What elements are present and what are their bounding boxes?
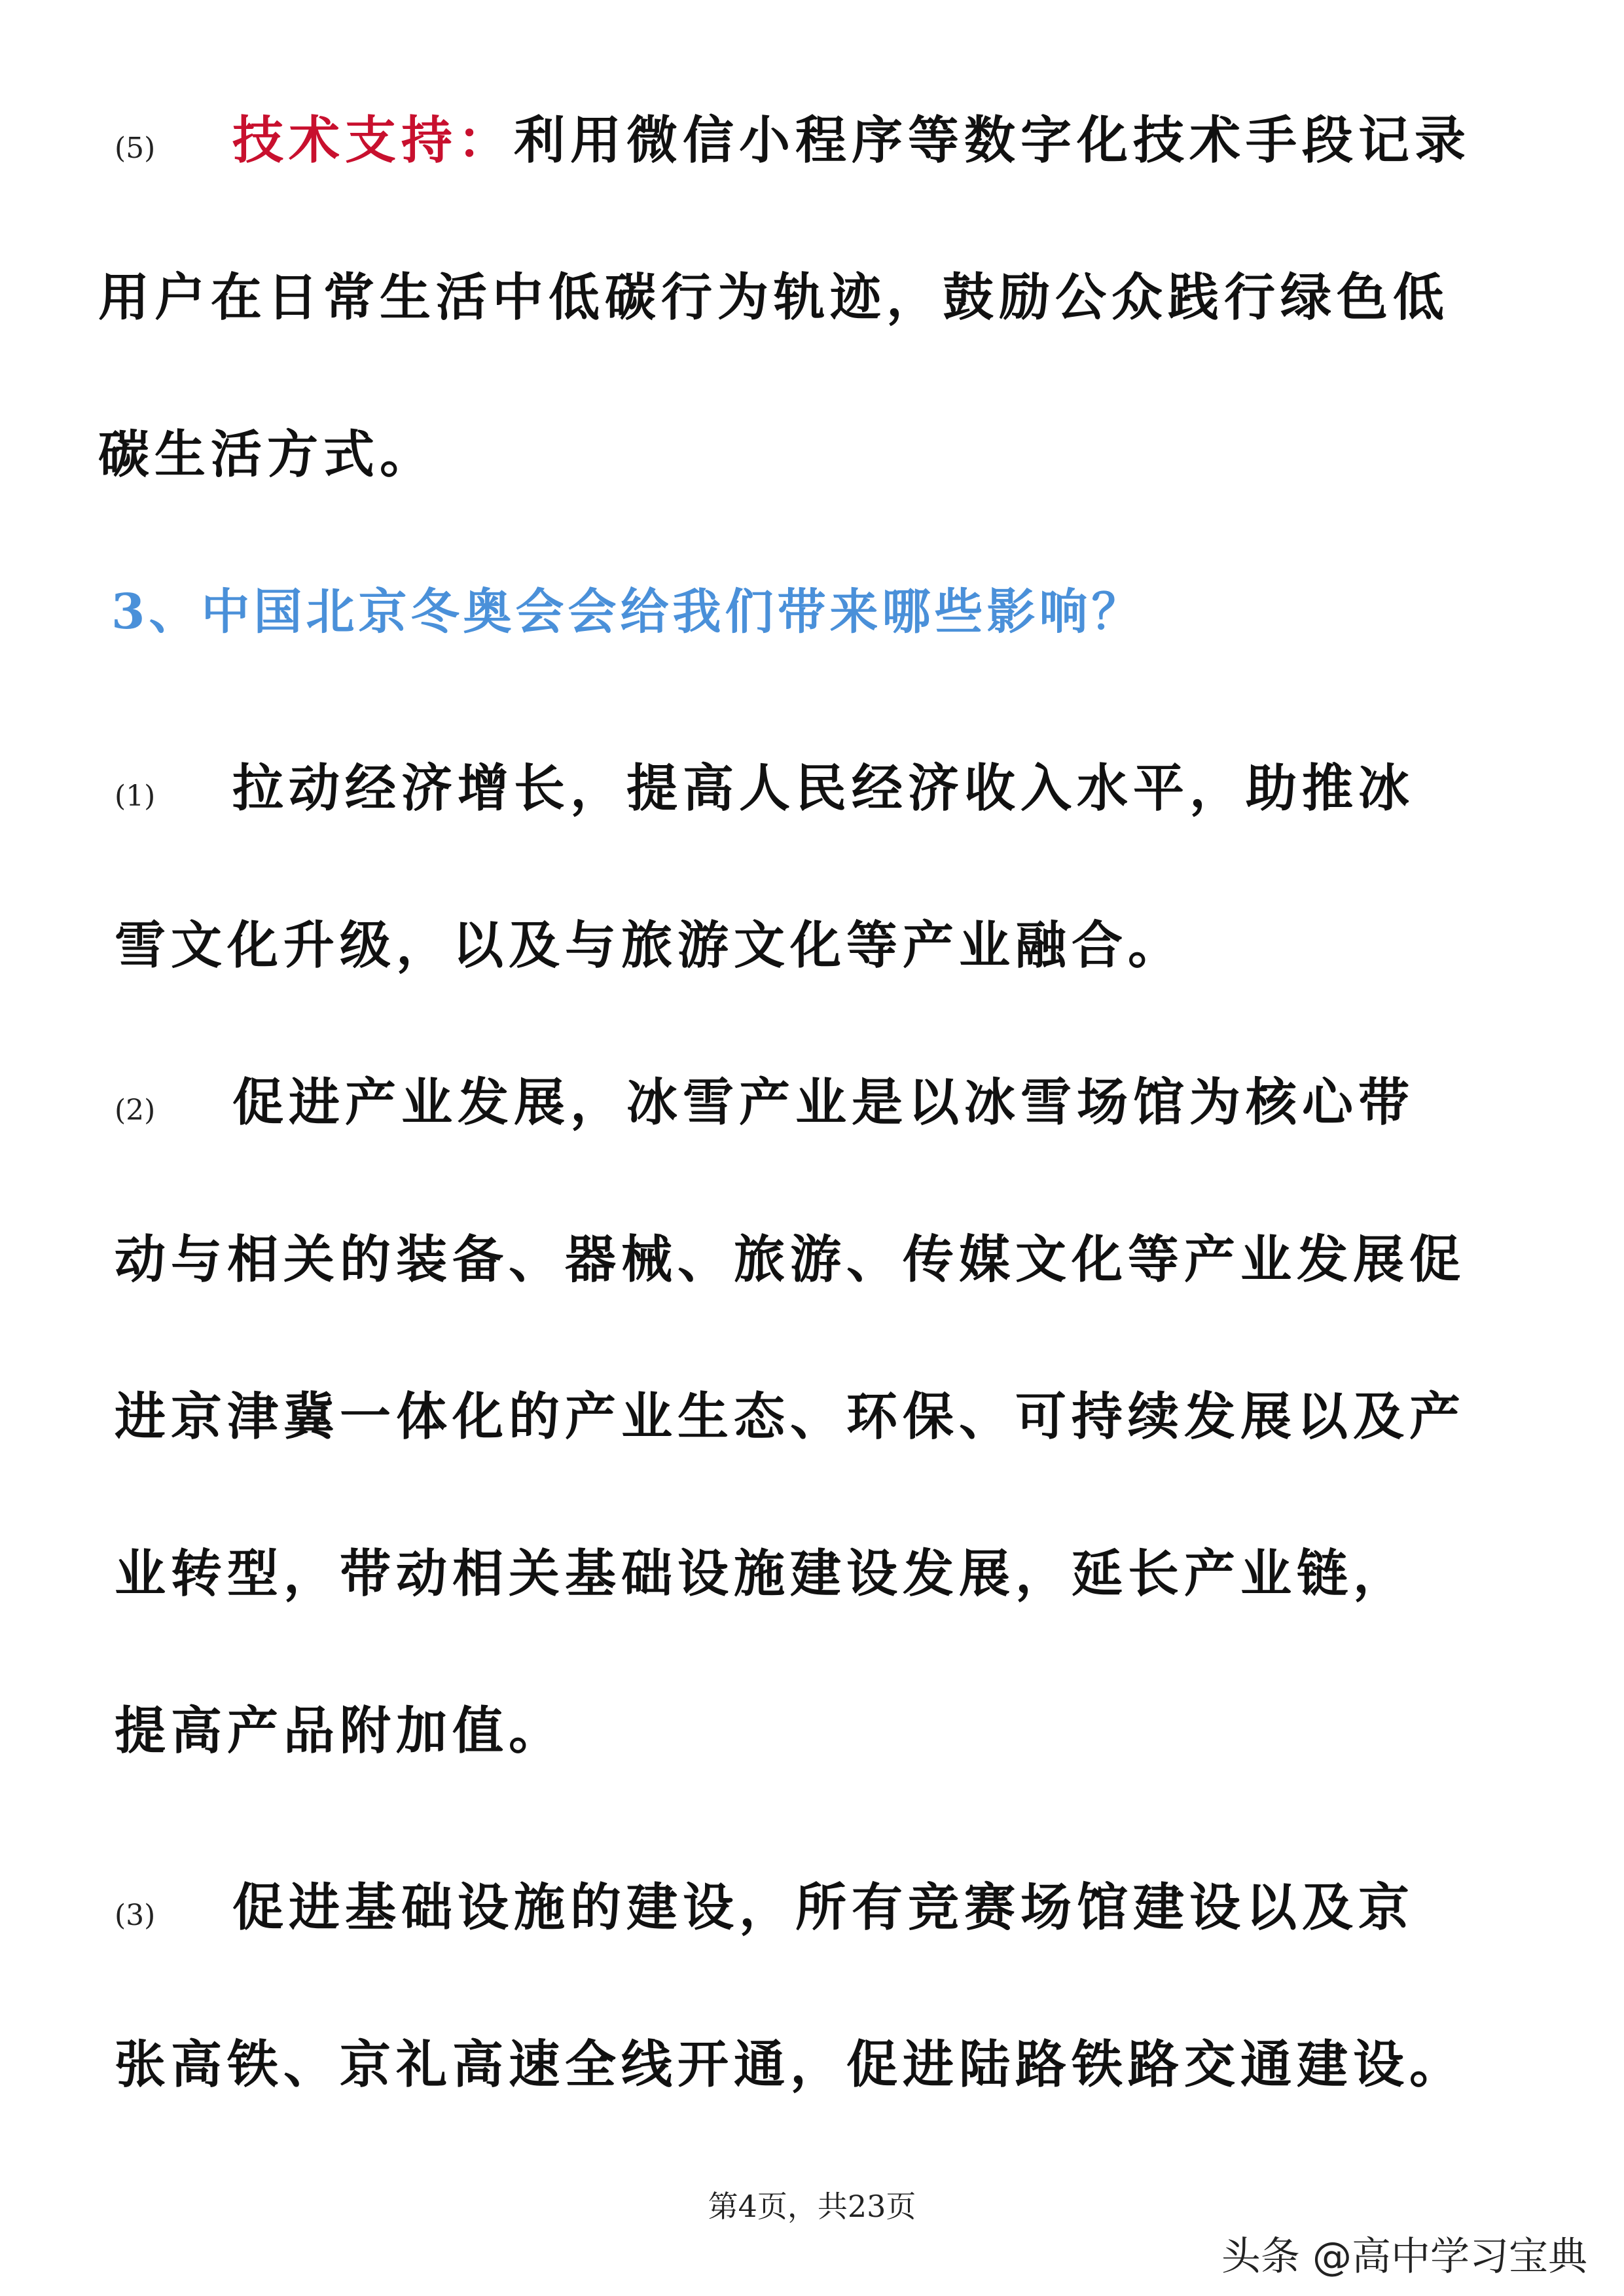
point-number: (3) <box>115 1899 156 1932</box>
item-lead: 技术支持： <box>232 111 514 170</box>
point-2-line-1 <box>98 1067 1415 1139</box>
point-3-line-2: 张高铁、京礼高速全线开通，促进陆路铁路交通建设。 <box>115 2036 1466 2094</box>
point-2-line-5: 提高产品附加值。 <box>115 1702 566 1761</box>
point-number: (2) <box>115 1094 156 1127</box>
watermark: 头条 @高中学习宝典 <box>1221 2234 1587 2280</box>
item-5-line-3: 碳生活方式。 <box>98 425 437 484</box>
item-text: 利用微信小程序等数字化技术手段记录 <box>514 111 1471 170</box>
item-number: (5) <box>115 132 156 165</box>
item-5-line-2: 用户在日常生活中低碳行为轨迹，鼓励公众践行绿色低 <box>98 268 1450 327</box>
point-2-line-4: 业转型，带动相关基础设施建设发展，延长产业链， <box>115 1545 1410 1604</box>
point-text: 促进产业发展，冰雪产业是以冰雪场馆为核心带 <box>232 1073 1415 1132</box>
page-footer: 第4页，共23页 <box>708 2189 916 2224</box>
section-heading: 3、中国北京冬奥会会给我们带来哪些影响？ <box>111 584 1144 640</box>
point-2-line-2: 动与相关的装备、器械、旅游、传媒文化等产业发展促 <box>115 1230 1466 1289</box>
point-text: 拉动经济增长，提高人民经济收入水平，助推冰 <box>232 759 1415 818</box>
point-number: (1) <box>115 780 156 813</box>
point-1-line-1 <box>98 753 1415 825</box>
item-5-line-1 <box>98 105 1471 177</box>
point-1-line-2: 雪文化升级，以及与旅游文化等产业融合。 <box>115 916 1185 975</box>
point-3-line-1 <box>98 1872 1415 1944</box>
point-2-line-3: 进京津冀一体化的产业生态、环保、可持续发展以及产 <box>115 1388 1466 1446</box>
point-text: 促进基础设施的建设，所有竞赛场馆建设以及京 <box>232 1878 1415 1937</box>
